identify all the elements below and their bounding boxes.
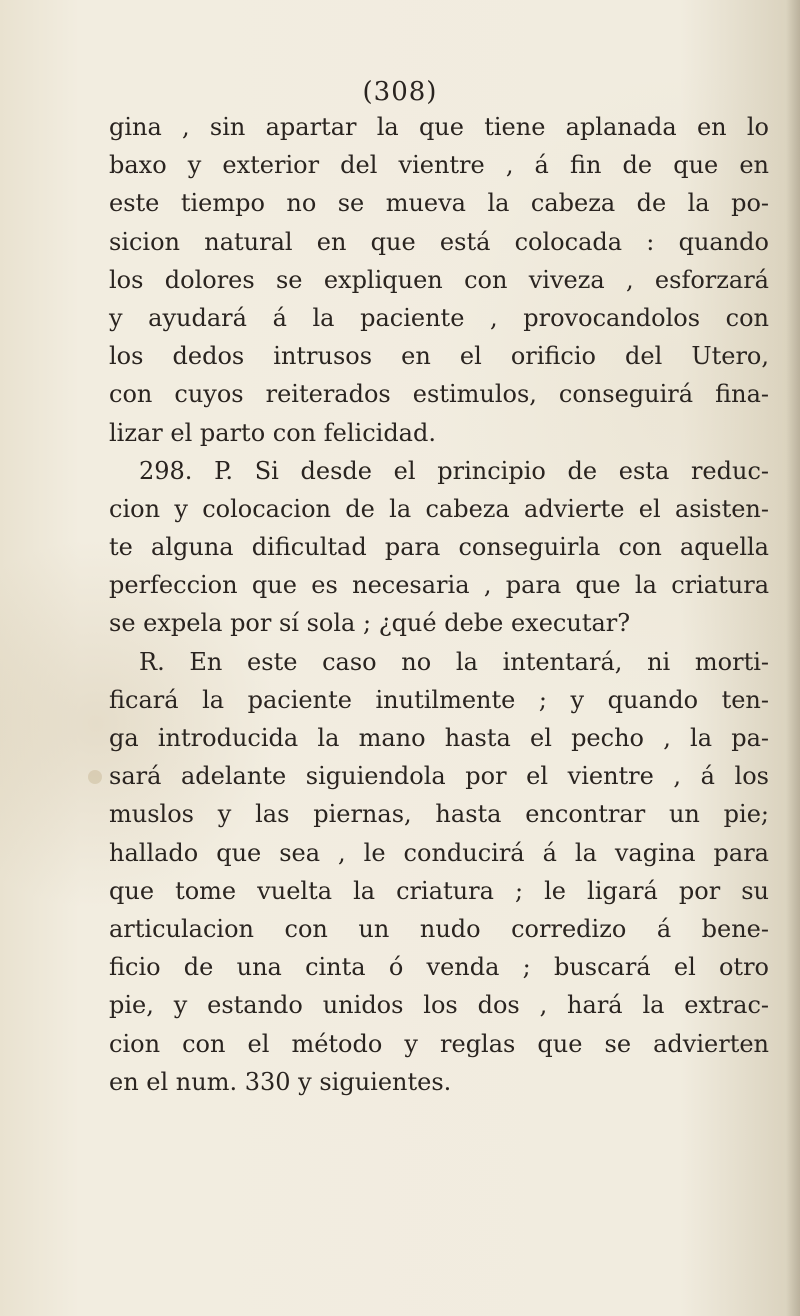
- text-line: sicion natural en que está colocada : quando: [109, 227, 769, 256]
- text-line: que tome vuelta la criatura ; le ligará por su: [109, 876, 769, 905]
- question-line: se expela por sí sola ; ¿qué debe executar?: [109, 609, 631, 638]
- text-line: cion con el método y reglas que se advierten: [109, 1029, 769, 1058]
- paragraph-298-start: 298. P. Si desde el principio de esta reduc-: [139, 456, 769, 485]
- text-line: baxo y exterior del vientre , á fin de que en: [109, 151, 769, 180]
- text-line: los dedos intrusos en el orificio del Utero,: [109, 342, 769, 371]
- foxing-stain: [88, 770, 102, 784]
- text-line: ficará la paciente inutilmente ; y quando ten-: [109, 685, 769, 714]
- text-line: lizar el parto con felicidad.: [109, 418, 436, 447]
- text-line: cion y colocacion de la cabeza advierte el asisten-: [109, 494, 769, 523]
- text-line: con cuyos reiterados estimulos, conseguirá fina-: [109, 380, 769, 409]
- text-line: en el num. 330 y siguientes.: [109, 1067, 452, 1096]
- page-edge-shadow: [786, 0, 800, 1316]
- text-line: pie, y estando unidos los dos , hará la extrac-: [109, 991, 769, 1020]
- text-line: ficio de una cinta ó venda ; buscará el otro: [109, 953, 769, 982]
- text-line: perfeccion que es necesaria , para que la criatura: [109, 571, 769, 600]
- text-line: muslos y las piernas, hasta encontrar un pie;: [109, 800, 769, 829]
- body-text: [109, 108, 769, 1101]
- answer-start: R. En este caso no la intentará, ni morti-: [139, 647, 769, 676]
- text-line: los dolores se expliquen con viveza , esforzará: [109, 265, 769, 294]
- page-number: (308): [362, 77, 438, 107]
- text-line: este tiempo no se mueva la cabeza de la po-: [109, 189, 769, 218]
- text-line: gina , sin apartar la que tiene aplanada en lo: [109, 113, 769, 141]
- text-line: y ayudará á la paciente , provocandolos con: [109, 303, 769, 332]
- text-line: hallado que sea , le conducirá á la vagina para: [109, 838, 769, 867]
- text-line: articulacion con un nudo corredizo á bene-: [109, 914, 769, 943]
- text-line: ga introducida la mano hasta el pecho , la pa-: [109, 724, 769, 752]
- text-line: te alguna dificultad para conseguirla con aquella: [109, 533, 769, 562]
- text-line: sará adelante siguiendola por el vientre , á los: [109, 762, 769, 791]
